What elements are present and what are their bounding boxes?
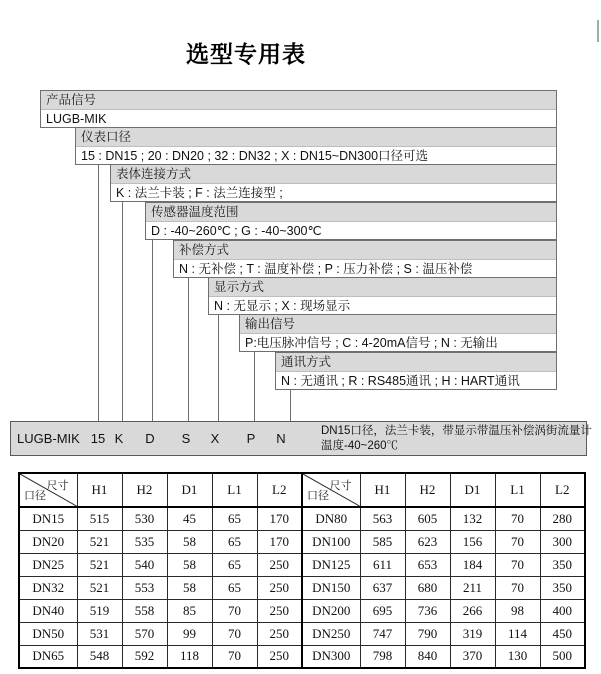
cascade-header: 补偿方式 (174, 241, 556, 260)
dim-cell: 500 (540, 645, 585, 668)
example-code-connection: K (114, 431, 124, 446)
table-header-row (19, 473, 585, 507)
example-code-display: X (210, 431, 220, 446)
connector-line (218, 315, 219, 421)
cascade-header: 产品信号 (41, 91, 556, 110)
dim-cell: 521 (77, 576, 122, 599)
dim-cell: 65 (212, 576, 257, 599)
dim-cell: 65 (212, 553, 257, 576)
connector-line (254, 352, 255, 421)
dim-cell: 170 (257, 530, 302, 553)
cascade-header: 通讯方式 (276, 353, 556, 372)
dim-cell: 553 (122, 576, 167, 599)
dim-cell: 400 (540, 599, 585, 622)
dim-cell: 798 (360, 645, 405, 668)
diameter-cell: DN50 (19, 622, 77, 645)
dim-cell: 370 (450, 645, 495, 668)
dim-cell: 70 (212, 599, 257, 622)
cascade-header: 显示方式 (209, 278, 556, 297)
cascade-value: N : 无补偿 ; T : 温度补偿 ; P : 压力补偿 ; S : 温压补偿 (179, 262, 473, 276)
example-description-line1: DN15口径，法兰卡装，带显示带温压补偿涡街流量计 (321, 425, 592, 437)
cascade-box-sensor-temp-range (145, 202, 557, 240)
diameter-cell: DN25 (19, 553, 77, 576)
cascade-box-body-connection (110, 164, 557, 202)
dim-cell: 450 (540, 622, 585, 645)
table-row (19, 645, 585, 668)
dim-cell: 680 (405, 576, 450, 599)
diameter-cell: DN150 (302, 576, 360, 599)
cascade-value: LUGB-MIK (46, 112, 107, 126)
dim-cell: 99 (167, 622, 212, 645)
cascade-value: N : 无显示 ; X : 现场显示 (214, 299, 351, 313)
dim-cell: 592 (122, 645, 167, 668)
table-row (19, 576, 585, 599)
dim-cell: 530 (122, 507, 167, 530)
dim-cell: 531 (77, 622, 122, 645)
dim-cell: 611 (360, 553, 405, 576)
dim-cell: 65 (212, 530, 257, 553)
diameter-cell: DN125 (302, 553, 360, 576)
table-row (19, 507, 585, 530)
dim-cell: 695 (360, 599, 405, 622)
dim-cell: 58 (167, 553, 212, 576)
dim-cell: 58 (167, 576, 212, 599)
dim-cell: 623 (405, 530, 450, 553)
dim-cell: 70 (212, 645, 257, 668)
corner-label-size: 尺寸 (329, 480, 352, 492)
cascade-header: 输出信号 (240, 315, 556, 334)
dim-cell: 585 (360, 530, 405, 553)
table-row (19, 622, 585, 645)
diameter-cell: DN200 (302, 599, 360, 622)
dim-cell: 653 (405, 553, 450, 576)
cascade-header: 表体连接方式 (111, 165, 556, 184)
col-header: H1 (77, 473, 122, 507)
dim-cell: 535 (122, 530, 167, 553)
dim-cell: 130 (495, 645, 540, 668)
diameter-cell: DN300 (302, 645, 360, 668)
corner-label-size: 尺寸 (46, 480, 69, 492)
dim-cell: 250 (257, 553, 302, 576)
example-code-diameter: 15 (90, 431, 106, 446)
cascade-value: P:电压脉冲信号 ; C : 4-20mA信号 ; N : 无输出 (245, 336, 498, 350)
dim-cell: 548 (77, 645, 122, 668)
cascade-value: 15 : DN15 ; 20 : DN20 ; 32 : DN32 ; X : DN15~DN300口径可选 (81, 149, 429, 163)
cascade-value: N : 无通讯 ; R : RS485通讯 ; H : HART通讯 (281, 374, 520, 388)
dim-cell: 570 (122, 622, 167, 645)
col-header: L2 (257, 473, 302, 507)
cascade-box-display-mode (208, 277, 557, 315)
col-header: H1 (360, 473, 405, 507)
diameter-cell: DN40 (19, 599, 77, 622)
dim-cell: 132 (450, 507, 495, 530)
dim-cell: 118 (167, 645, 212, 668)
cascade-header: 传感器温度范围 (146, 203, 556, 222)
dim-cell: 790 (405, 622, 450, 645)
example-code-output: P (246, 431, 256, 446)
example-code-row (10, 421, 592, 456)
dim-cell: 184 (450, 553, 495, 576)
example-code-communication: N (276, 431, 286, 446)
dim-cell: 515 (77, 507, 122, 530)
dim-cell: 70 (495, 507, 540, 530)
cascade-box-output-signal (239, 314, 557, 352)
dim-cell: 747 (360, 622, 405, 645)
cascade-box-product-signal (40, 90, 557, 128)
connector-line (98, 165, 99, 421)
dim-cell: 98 (495, 599, 540, 622)
col-header: D1 (450, 473, 495, 507)
dim-cell: 70 (212, 622, 257, 645)
page-title: 选型专用表 (186, 41, 306, 67)
dim-cell: 266 (450, 599, 495, 622)
dim-cell: 70 (495, 553, 540, 576)
connector-line (152, 240, 153, 421)
diameter-cell: DN100 (302, 530, 360, 553)
connector-line (188, 278, 189, 421)
table-row (19, 553, 585, 576)
diameter-cell: DN80 (302, 507, 360, 530)
dim-cell: 350 (540, 553, 585, 576)
example-description-line2: 温度-40~260℃ (321, 440, 399, 452)
cascade-value: K : 法兰卡装 ; F : 法兰连接型 ; (116, 186, 283, 200)
dim-cell: 605 (405, 507, 450, 530)
cascade-box-meter-diameter (75, 127, 557, 165)
cascade-box-compensation (173, 240, 557, 278)
dim-cell: 519 (77, 599, 122, 622)
dim-cell: 45 (167, 507, 212, 530)
table-row (19, 599, 585, 622)
example-code-temp-range: D (145, 431, 155, 446)
dim-cell: 211 (450, 576, 495, 599)
dim-cell: 563 (360, 507, 405, 530)
dim-cell: 521 (77, 553, 122, 576)
col-header: H2 (122, 473, 167, 507)
dim-cell: 637 (360, 576, 405, 599)
dim-cell: 521 (77, 530, 122, 553)
dim-cell: 170 (257, 507, 302, 530)
diameter-cell: DN250 (302, 622, 360, 645)
col-header: L1 (212, 473, 257, 507)
cascade-value: D : -40~260℃ ; G : -40~300℃ (151, 224, 322, 238)
dim-cell: 70 (495, 576, 540, 599)
example-description (321, 424, 592, 454)
scrollbar-thumb[interactable] (597, 20, 599, 42)
diameter-cell: DN32 (19, 576, 77, 599)
dim-cell: 840 (405, 645, 450, 668)
diameter-cell: DN65 (19, 645, 77, 668)
dim-cell: 300 (540, 530, 585, 553)
dim-cell: 736 (405, 599, 450, 622)
corner-header-cell (19, 473, 77, 507)
col-header: L2 (540, 473, 585, 507)
dim-cell: 250 (257, 576, 302, 599)
dim-cell: 65 (212, 507, 257, 530)
dim-cell: 558 (122, 599, 167, 622)
dim-cell: 250 (257, 622, 302, 645)
example-model-code: LUGB-MIK (17, 431, 80, 446)
example-code-compensation: S (181, 431, 191, 446)
corner-label-diameter: 口径 (24, 490, 46, 502)
diameter-cell: DN15 (19, 507, 77, 530)
connector-line (122, 202, 123, 421)
dim-cell: 58 (167, 530, 212, 553)
dim-cell: 114 (495, 622, 540, 645)
dim-cell: 319 (450, 622, 495, 645)
corner-label-diameter: 口径 (307, 490, 329, 502)
dim-cell: 280 (540, 507, 585, 530)
diameter-cell: DN20 (19, 530, 77, 553)
table-row (19, 530, 585, 553)
dim-cell: 156 (450, 530, 495, 553)
col-header: H2 (405, 473, 450, 507)
corner-header-cell (302, 473, 360, 507)
cascade-box-communication (275, 352, 557, 390)
dim-cell: 250 (257, 645, 302, 668)
connector-line (290, 390, 291, 421)
dim-cell: 540 (122, 553, 167, 576)
dim-cell: 85 (167, 599, 212, 622)
dim-cell: 70 (495, 530, 540, 553)
dim-cell: 250 (257, 599, 302, 622)
dimension-table (18, 472, 586, 669)
cascade-header: 仪表口径 (76, 128, 556, 147)
col-header: L1 (495, 473, 540, 507)
col-header: D1 (167, 473, 212, 507)
dim-cell: 350 (540, 576, 585, 599)
